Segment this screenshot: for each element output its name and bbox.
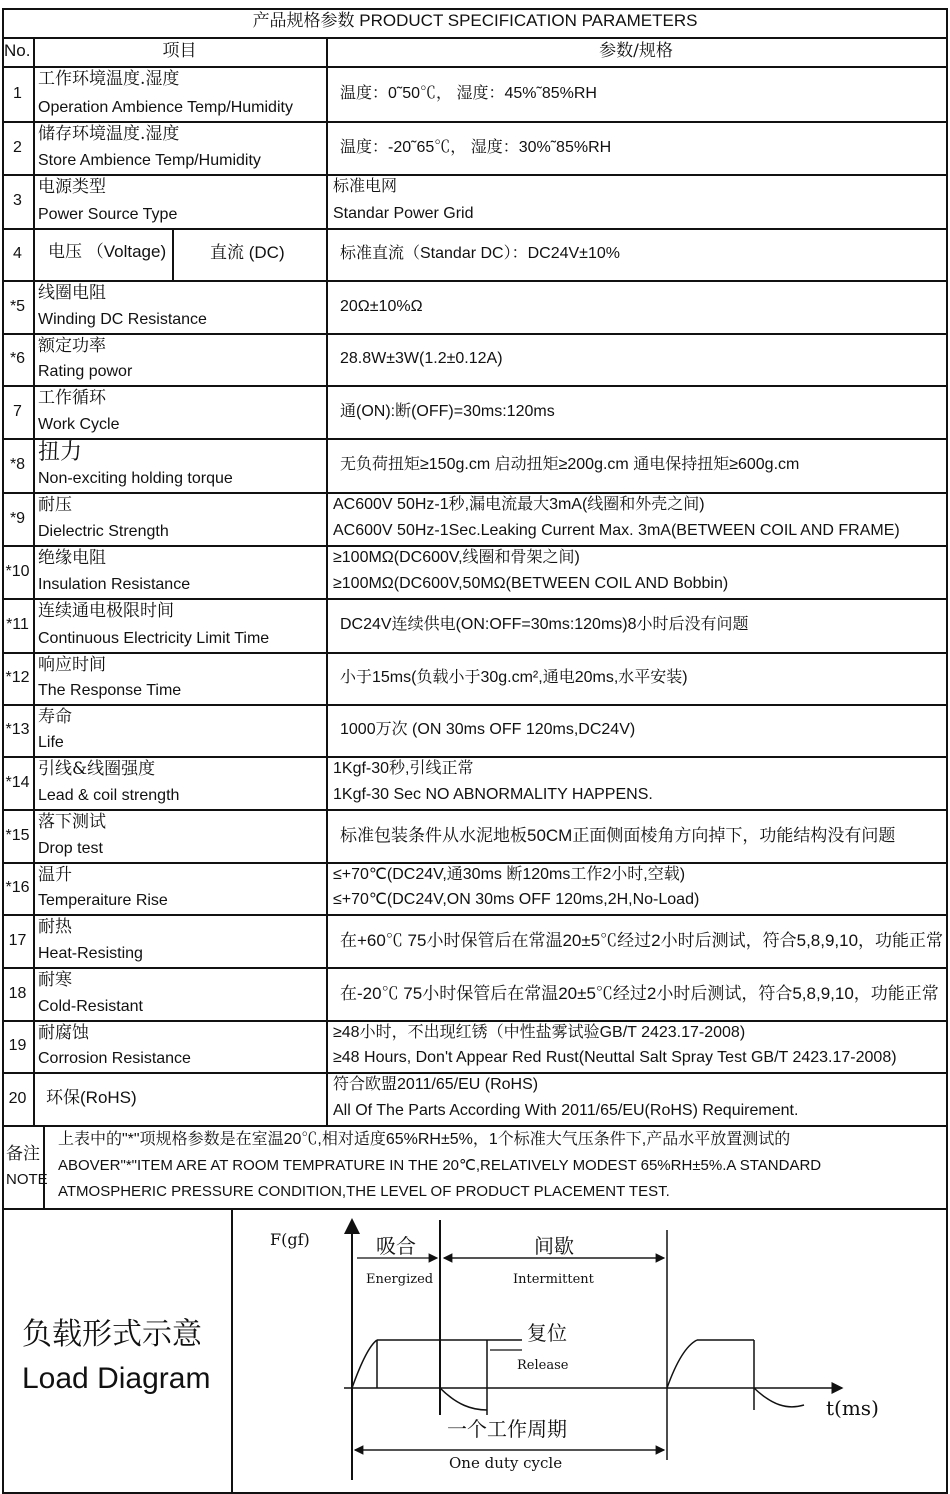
row-number: *15	[5, 826, 30, 844]
row-item-en: Drop test	[38, 840, 103, 857]
row-item-en: Work Cycle	[38, 416, 120, 433]
grid-line	[2, 809, 948, 811]
col-no-header: No.	[4, 41, 31, 60]
row-number: *5	[9, 297, 26, 315]
row-number: 18	[8, 984, 27, 1002]
row-number: *10	[5, 562, 30, 580]
grid-line	[2, 333, 948, 335]
grid-line	[2, 598, 948, 600]
row-item-en: Power Source Type	[38, 206, 178, 223]
row-item-cn: 储存环境温度.湿度	[38, 124, 180, 144]
row-param: 1000万次 (ON 30ms OFF 120ms,DC24V)	[340, 721, 636, 738]
row-param-line2: Standar Power Grid	[333, 205, 474, 222]
row-item-cn: 耐腐蚀	[38, 1023, 89, 1043]
grid-line	[326, 37, 328, 1125]
grid-line	[172, 228, 174, 280]
note-line2: ABOVER"*"ITEM ARE AT ROOM TEMPRATURE IN THE 20℃,RELATIVELY MODEST 65%RH±5%.A STANDARD	[58, 1157, 822, 1174]
row-param: 标准直流（Standar DC）：DC24V±10%	[340, 245, 620, 262]
row-item-en: Store Ambience Temp/Humidity	[38, 152, 261, 169]
row-param-line1: 1Kgf-30秒,引线正常	[333, 760, 474, 777]
row-item-cn: 工作循环	[38, 388, 106, 408]
cycle-cn: 一个工作周期	[447, 1417, 567, 1441]
intermittent-en: Intermittent	[513, 1272, 594, 1287]
row-item-cn: 温升	[38, 865, 72, 885]
diagram-label-cn: 负载形式示意	[22, 1317, 202, 1352]
y-axis-label: F(gf)	[270, 1230, 310, 1249]
row-item-cn: 耐寒	[38, 970, 72, 990]
grid-line	[43, 1125, 45, 1208]
release-cn: 复位	[527, 1321, 567, 1345]
row-item-cn: 线圈电阻	[38, 283, 106, 303]
grid-line	[2, 756, 948, 758]
grid-line	[2, 228, 948, 230]
row-item-en: 直流 (DC)	[210, 243, 285, 262]
row-number: *13	[5, 721, 30, 738]
row-number: 2	[13, 138, 22, 156]
row-item-en: Heat-Resisting	[38, 945, 143, 962]
note-label-en: NOTE	[6, 1171, 48, 1188]
grid-line	[2, 704, 948, 706]
grid-line	[33, 37, 35, 1125]
cycle-en: One duty cycle	[449, 1454, 563, 1472]
row-param: 28.8W±3W(1.2±0.12A)	[340, 350, 503, 367]
row-item-cn: 耐压	[38, 495, 72, 515]
intermittent-cn: 间歇	[534, 1234, 574, 1258]
row-item-cn: 电源类型	[38, 177, 106, 197]
row-item-en: Non-exciting holding torque	[38, 470, 233, 487]
col-item-header: 项目	[162, 41, 197, 61]
note-line3: ATMOSPHERIC PRESSURE CONDITION,THE LEVEL OF PRODUCT PLACEMENT TEST.	[58, 1183, 670, 1200]
row-number: *16	[5, 879, 30, 896]
x-axis-label: t(ms)	[826, 1396, 879, 1420]
row-number: *12	[5, 669, 30, 686]
row-item-en: Temperaiture Rise	[38, 892, 168, 909]
row-number: 4	[13, 245, 22, 262]
load-diagram	[232, 1210, 950, 1494]
diagram-label-en: Load Diagram	[22, 1362, 211, 1395]
grid-line	[2, 121, 948, 123]
row-number: 19	[8, 1037, 27, 1054]
row-param: 小于15ms(负载小于30g.cm²,通电20ms,水平安装)	[340, 669, 688, 686]
table-title: 产品规格参数 PRODUCT SPECIFICATION PARAMETERS	[252, 11, 698, 30]
row-param: 温度：-20˜65℃， 湿度：30%˜85%RH	[340, 138, 612, 156]
energized-en: Energized	[366, 1272, 434, 1287]
row-number: 1	[13, 84, 22, 102]
row-number: 3	[13, 192, 22, 209]
row-number: *9	[9, 509, 26, 527]
col-param-header: 参数/规格	[599, 41, 673, 61]
row-number: 7	[13, 402, 22, 420]
row-item-cn: 工作环境温度.湿度	[38, 69, 180, 89]
row-item-en: The Response Time	[38, 682, 182, 699]
row-param-line2: ≥48 Hours, Don't Appear Red Rust(Neuttal Salt Spray Test GB/T 2423.17-2008)	[333, 1049, 897, 1066]
row-number: 20	[8, 1089, 27, 1107]
row-param-line1: ≤+70℃(DC24V,通30ms 断120ms工作2小时,空载)	[333, 866, 686, 883]
grid-line	[2, 438, 948, 440]
row-param-line2: ≥100MΩ(DC600V,50MΩ(BETWEEN COIL AND Bobbin)	[333, 575, 729, 592]
row-item-en: Insulation Resistance	[38, 576, 191, 593]
row-param-line2: AC600V 50Hz-1Sec.Leaking Current Max. 3mA(BETWEEN COIL AND FRAME)	[333, 522, 900, 539]
row-param-line1: AC600V 50Hz-1秒,漏电流最大3mA(线圈和外壳之间)	[333, 496, 705, 513]
row-item-cn: 额定功率	[38, 336, 106, 356]
grid-line	[2, 66, 948, 68]
row-item-en: Lead & coil strength	[38, 787, 180, 804]
row-param: 标准包装条件从水泥地板50CM正面侧面棱角方向掉下，功能结构没有问题	[340, 825, 896, 845]
row-param: 无负荷扭矩≥150g.cm 启动扭矩≥200g.cm 通电保持扭矩≥600g.cm	[340, 456, 800, 473]
row-item-cn: 扭力	[38, 440, 83, 465]
grid-line	[2, 174, 948, 176]
grid-line	[2, 1020, 948, 1022]
row-param: 在-20℃ 75小时保管后在常温20±5℃经过2小时后测试，符合5,8,9,10，功能正常	[340, 983, 939, 1003]
row-number: *14	[5, 773, 30, 791]
grid-line	[2, 862, 948, 864]
row-param: 温度：0˜50℃， 湿度：45%˜85%RH	[340, 84, 597, 102]
release-en: Release	[517, 1358, 569, 1373]
grid-line	[2, 8, 948, 10]
row-item-en: Life	[38, 734, 64, 751]
row-item-cn: 环保(RoHS)	[46, 1088, 137, 1107]
grid-line	[2, 492, 948, 494]
row-param-line2: ≤+70℃(DC24V,ON 30ms OFF 120ms,2H,No-Load)	[333, 891, 700, 908]
note-label-cn: 备注	[6, 1144, 40, 1164]
row-param: 通(ON):断(OFF)=30ms:120ms	[340, 402, 555, 420]
row-number: *11	[6, 616, 29, 633]
row-item-en: Cold-Resistant	[38, 998, 143, 1015]
note-line1: 上表中的"*"项规格参数是在室温20℃,相对适度65%RH±5%，1个标准大气压条件下,产品水平放置测试的	[58, 1131, 791, 1148]
energized-cn: 吸合	[376, 1234, 416, 1258]
grid-line	[2, 967, 948, 969]
row-item-en: Continuous Electricity Limit Time	[38, 630, 270, 647]
grid-line	[2, 8, 4, 1494]
grid-line	[2, 37, 948, 39]
row-param: DC24V连续供电(ON:OFF=30ms:120ms)8小时后没有问题	[340, 616, 749, 633]
row-param-line1: ≥100MΩ(DC600V,线圈和骨架之间)	[333, 549, 580, 566]
grid-line	[2, 1125, 948, 1127]
row-param: 在+60℃ 75小时保管后在常温20±5℃经过2小时后测试，符合5,8,9,10，功能正常	[340, 930, 944, 950]
row-param-line2: All Of The Parts According With 2011/65/EU(RoHS) Requirement.	[333, 1102, 799, 1119]
grid-line	[2, 652, 948, 654]
row-number: *6	[9, 350, 26, 367]
row-param-line2: 1Kgf-30 Sec NO ABNORMALITY HAPPENS.	[333, 786, 653, 803]
row-item-cn: 响应时间	[38, 655, 106, 675]
row-item-cn: 寿命	[38, 707, 72, 727]
row-item-cn: 电压 （Voltage)	[48, 242, 167, 261]
grid-line	[2, 280, 948, 282]
row-param-line1: 符合欧盟2011/65/EU (RoHS)	[333, 1076, 539, 1093]
row-number: *8	[9, 456, 26, 473]
row-number: 17	[8, 931, 27, 949]
row-param-line1: ≥48小时，不出现红锈（中性盐雾试验GB/T 2423.17-2008)	[333, 1024, 746, 1041]
row-item-en: Operation Ambience Temp/Humidity	[38, 99, 293, 116]
grid-line	[2, 1072, 948, 1074]
row-item-en: Winding DC Resistance	[38, 311, 207, 328]
row-item-cn: 引线&线圈强度	[38, 759, 156, 779]
grid-line	[2, 914, 948, 916]
row-item-cn: 连续通电极限时间	[38, 601, 174, 621]
grid-line	[2, 545, 948, 547]
row-item-en: Rating powor	[38, 363, 133, 380]
row-item-cn: 落下测试	[38, 812, 106, 832]
row-param-line1: 标准电网	[333, 178, 398, 195]
grid-line	[2, 385, 948, 387]
row-item-cn: 耐热	[38, 917, 72, 937]
row-param: 20Ω±10%Ω	[340, 297, 423, 315]
row-item-en: Corrosion Resistance	[38, 1050, 191, 1067]
row-item-cn: 绝缘电阻	[38, 548, 106, 568]
row-item-en: Dielectric Strength	[38, 523, 169, 540]
